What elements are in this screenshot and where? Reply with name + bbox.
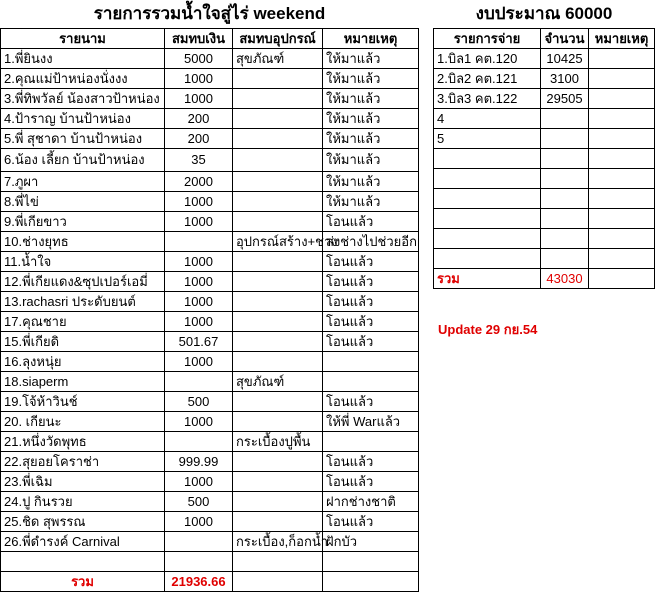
empty-cell [165,552,233,572]
donation-note [323,432,419,452]
donation-money [165,372,233,392]
donor-name: 10.ช่างยุทธ [1,232,165,252]
table-row [1,512,419,532]
expense-item [434,229,541,249]
empty-cell [233,572,323,592]
table-row [434,209,655,229]
donation-equipment [233,89,323,109]
donation-money: 1000 [165,412,233,432]
table-row [1,412,419,432]
header-money: สมทบเงิน [165,29,233,49]
donation-money [165,232,233,252]
expense-remark [589,129,655,149]
expense-amount [541,129,589,149]
donation-money: 2000 [165,172,233,192]
expense-remark [589,109,655,129]
table-row [434,109,655,129]
donation-equipment [233,129,323,149]
donation-note: ให้พี่ Warแล้ว [323,412,419,432]
table-row [1,129,419,149]
donor-name: 2.คุณแม่ป้าหน่องนั่งงง [1,69,165,89]
table-row [1,69,419,89]
expense-remark [589,89,655,109]
expense-remark [589,149,655,169]
donation-equipment [233,109,323,129]
donation-money: 500 [165,392,233,412]
donation-equipment [233,192,323,212]
donation-money [165,532,233,552]
donation-money: 200 [165,129,233,149]
table-row [1,312,419,332]
table-row [1,109,419,129]
budget-table-title: งบประมาณ 60000 [475,4,613,23]
donor-name: 24.ปู กินรวย [1,492,165,512]
expense-item: 5 [434,129,541,149]
donation-money: 1000 [165,192,233,212]
donation-note: ให้มาแล้ว [323,172,419,192]
table-row [434,69,655,89]
donation-note: ให้มาแล้ว [323,89,419,109]
donation-note: ฝากช่างชาติ [323,492,419,512]
table-row [1,372,419,392]
table-row [1,332,419,352]
donation-note: ให้มาแล้ว [323,49,419,69]
donation-money [165,432,233,452]
header-equipment: สมทบอุปกรณ์ [233,29,323,49]
empty-cell [323,572,419,592]
table-row [434,89,655,109]
donation-note: ให้มาแล้ว [323,69,419,89]
expense-amount [541,229,589,249]
donor-name: 11.น้ำใจ [1,252,165,272]
donor-name: 6.น้อง เลี้ยก บ้านป้าหน่อง [1,149,165,172]
table-row [1,149,419,172]
donation-equipment: อุปกรณ์สร้าง+ช่าง [233,232,323,252]
donation-equipment: กระเบื้อง,ก็อกน้ำ [233,532,323,552]
donation-note: โอนแล้ว [323,292,419,312]
donation-note: ให้มาแล้ว [323,129,419,149]
table-row [1,232,419,252]
donation-equipment [233,452,323,472]
donation-money: 35 [165,149,233,172]
empty-cell [1,552,165,572]
donor-name: 26.พี่ดำรงค์ Carnival [1,532,165,552]
table-row [434,169,655,189]
donation-equipment [233,149,323,172]
donation-equipment [233,172,323,192]
donation-equipment [233,512,323,532]
donor-name: 25.ชิด สุพรรณ [1,512,165,532]
donation-money: 500 [165,492,233,512]
table-row [1,172,419,192]
donor-name: 16.ลุงหนุ่ย [1,352,165,372]
table-row [1,272,419,292]
donation-note: โอนแล้ว [323,472,419,492]
budget-total-label: รวม [434,269,541,289]
expense-remark [589,169,655,189]
donation-equipment [233,69,323,89]
donation-equipment [233,212,323,232]
expense-remark [589,209,655,229]
donation-equipment [233,292,323,312]
donor-name: 7.ภูผา [1,172,165,192]
expense-item [434,169,541,189]
donation-note: โอนแล้ว [323,332,419,352]
donation-note: โอนแล้ว [323,312,419,332]
donation-equipment [233,252,323,272]
donor-name: 18.siaperm [1,372,165,392]
expense-remark [589,189,655,209]
table-row [1,452,419,472]
table-row [1,472,419,492]
donation-money: 1000 [165,352,233,372]
expense-item: 3.บิล3 คต.122 [434,89,541,109]
table-row [434,49,655,69]
header-amount: จำนวน [541,29,589,49]
expense-item: 1.บิล1 คต.120 [434,49,541,69]
header-remark: หมายเหตุ [589,29,655,49]
table-row [434,229,655,249]
expense-amount [541,109,589,129]
update-note: Update 29 กย.54 [438,322,538,337]
donor-name: 5.พี่ สุชาดา บ้านป้าหน่อง [1,129,165,149]
donation-note: โอนแล้ว [323,272,419,292]
expense-amount: 10425 [541,49,589,69]
donation-equipment: สุขภัณฑ์ [233,49,323,69]
donor-name: 4.ป้าราญ บ้านป้าหน่อง [1,109,165,129]
table-row [1,292,419,312]
expense-amount [541,189,589,209]
expense-amount [541,249,589,269]
donation-equipment [233,332,323,352]
expense-amount [541,169,589,189]
donation-equipment [233,492,323,512]
donation-note: ส่งช่างไปช่วยอีก [323,232,419,252]
budget-total-row [434,269,655,289]
table-row [1,532,419,552]
donation-note [323,372,419,392]
table-row [1,252,419,272]
donation-note: โอนแล้ว [323,452,419,472]
donation-money: 5000 [165,49,233,69]
total-label: รวม [1,572,165,592]
donation-equipment [233,352,323,372]
donation-money: 1000 [165,89,233,109]
donation-note: ให้มาแล้ว [323,149,419,172]
expense-item: 2.บิล2 คต.121 [434,69,541,89]
donation-equipment [233,312,323,332]
donation-table-title: รายการรวมน้ำใจสู่ไร่ weekend [93,4,326,23]
expense-remark [589,49,655,69]
table-row [1,352,419,372]
table-row [1,89,419,109]
donor-name: 15.พี่เกียดิ [1,332,165,352]
expense-item: 4 [434,109,541,129]
expense-remark [589,229,655,249]
total-row [1,572,419,592]
table-row-empty [1,552,419,572]
donation-note: ฝักบัว [323,532,419,552]
expense-item [434,249,541,269]
donation-money: 200 [165,109,233,129]
donor-name: 22.สุยอยโคราช่า [1,452,165,472]
donation-money: 1000 [165,69,233,89]
donor-name: 13.rachasri ประดับยนต์ [1,292,165,312]
donor-name: 19.โจ้ห้าวินช์ [1,392,165,412]
donation-note: ให้มาแล้ว [323,192,419,212]
donation-note: โอนแล้ว [323,252,419,272]
donation-equipment [233,272,323,292]
table-row [434,129,655,149]
expense-item [434,149,541,169]
table-row [1,392,419,412]
donor-name: 1.พี่ยินงง [1,49,165,69]
donation-equipment: กระเบื้องปูพื้น [233,432,323,452]
donation-money: 1000 [165,312,233,332]
expense-amount [541,149,589,169]
donation-money: 1000 [165,472,233,492]
budget-table [433,0,655,289]
donation-note: ให้มาแล้ว [323,109,419,129]
donation-equipment [233,472,323,492]
budget-total-value: 43030 [541,269,589,289]
donor-name: 8.พี่ไข่ [1,192,165,212]
total-value: 21936.66 [165,572,233,592]
empty-cell [589,269,655,289]
donor-name: 9.พี่เกียขาว [1,212,165,232]
table-row [434,149,655,169]
table-row [1,212,419,232]
donation-note: โอนแล้ว [323,212,419,232]
table-row [1,49,419,69]
donation-money: 1000 [165,272,233,292]
empty-cell [233,552,323,572]
table-row [434,189,655,209]
donation-money: 1000 [165,292,233,312]
table-row [1,492,419,512]
donation-money: 999.99 [165,452,233,472]
donor-name: 20. เกียนะ [1,412,165,432]
donor-name: 3.พี่ทิพวัลย์ น้องสาวป้าหน่อง [1,89,165,109]
donation-equipment: สุขภัณฑ์ [233,372,323,392]
table-row [1,192,419,212]
header-expense: รายการจ่าย [434,29,541,49]
donation-note [323,352,419,372]
donor-name: 17.คุณชาย [1,312,165,332]
header-note: หมายเหตุ [323,29,419,49]
expense-amount [541,209,589,229]
donation-money: 501.67 [165,332,233,352]
expense-item [434,209,541,229]
table-row [434,249,655,269]
expense-amount: 3100 [541,69,589,89]
donation-money: 1000 [165,252,233,272]
donation-note: โอนแล้ว [323,392,419,412]
donation-money: 1000 [165,512,233,532]
expense-item [434,189,541,209]
donation-money: 1000 [165,212,233,232]
donation-note: โอนแล้ว [323,512,419,532]
donation-equipment [233,412,323,432]
empty-cell [323,552,419,572]
donation-equipment [233,392,323,412]
expense-remark [589,249,655,269]
donor-name: 23.พี่เฉิม [1,472,165,492]
expense-remark [589,69,655,89]
table-row [1,432,419,452]
header-name: รายนาม [1,29,165,49]
donor-name: 21.หนึ่งวัดพุทธ [1,432,165,452]
expense-amount: 29505 [541,89,589,109]
donor-name: 12.พี่เกียแดง&ซุปเปอร์เอมี่ [1,272,165,292]
